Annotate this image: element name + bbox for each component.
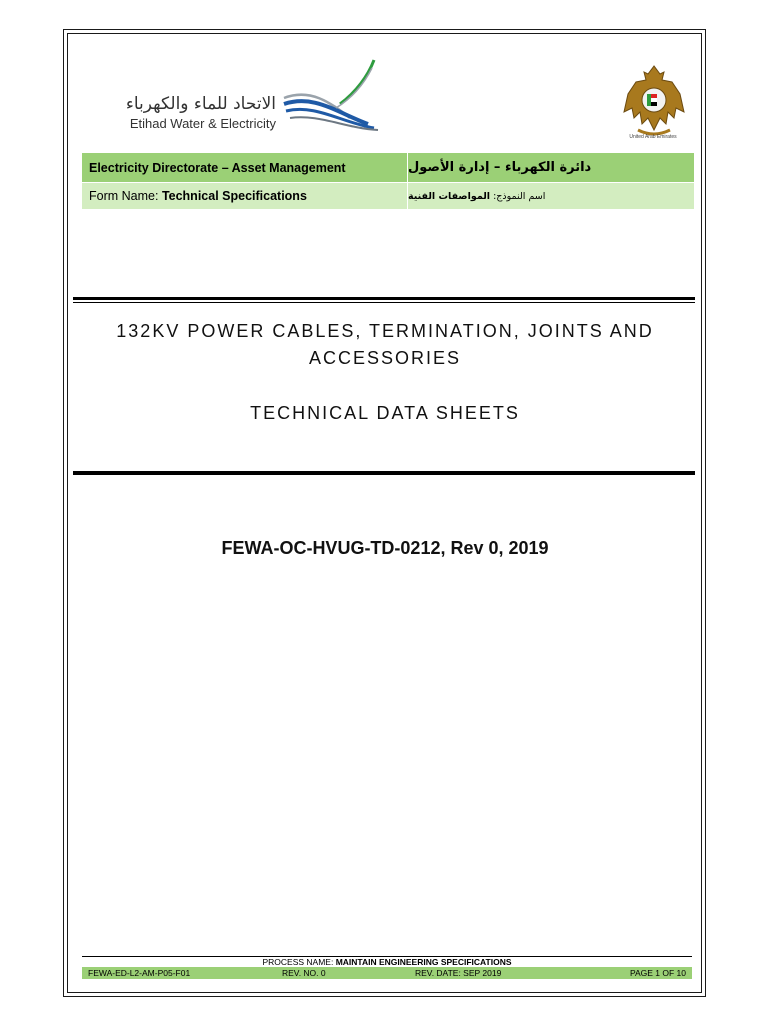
title-rule-bottom <box>73 471 695 475</box>
process-name-label: PROCESS NAME: <box>262 957 336 967</box>
directorate-english: Electricity Directorate – Asset Management <box>82 153 408 182</box>
document-title-line-1: 132KV POWER CABLES, TERMINATION, JOINTS AND <box>116 321 654 341</box>
title-rule-top-thin <box>73 302 695 303</box>
footer-process-name <box>82 958 692 967</box>
footer-page-number: PAGE 1 OF 10 <box>629 968 686 978</box>
form-name-arabic-label: اسم النموذج: <box>493 190 546 202</box>
form-info-band <box>82 153 694 209</box>
document-subtitle: TECHNICAL DATA SHEETS <box>250 403 520 423</box>
directorate-arabic: دائرة الكهرباء – إدارة الأصول <box>408 160 592 175</box>
company-name-arabic: الاتحاد للماء والكهرباء <box>125 94 276 114</box>
company-logo-icon <box>280 58 380 132</box>
footer-rev-no: REV. NO. 0 <box>282 968 326 978</box>
directorate-row <box>82 153 694 182</box>
document-title <box>90 318 680 372</box>
footer-meta-row <box>82 967 692 979</box>
emblem-caption: United Arab Emirates <box>629 134 677 140</box>
form-name-arabic <box>408 183 694 209</box>
title-rule-top-thick <box>73 297 695 300</box>
process-name-value: MAINTAIN ENGINEERING SPECIFICATIONS <box>335 957 512 967</box>
document-title-line-2: ACCESSORIES <box>308 348 462 368</box>
form-name-arabic-value: المواصفات الفنية <box>408 190 491 202</box>
document-code: FEWA-OC-HVUG-TD-0212, Rev 0, 2019 <box>221 538 549 558</box>
uae-emblem-icon <box>618 60 690 142</box>
footer-form-code: FEWA-ED-L2-AM-P05-F01 <box>88 968 191 978</box>
form-name-row <box>82 182 694 209</box>
form-name-value: Technical Specifications <box>161 189 307 203</box>
form-name-label: Form Name: <box>89 189 159 203</box>
footer-rev-date: REV. DATE: SEP 2019 <box>415 968 502 978</box>
company-name-english: Etihad Water & Electricity <box>129 116 276 131</box>
form-name-english <box>82 183 408 209</box>
